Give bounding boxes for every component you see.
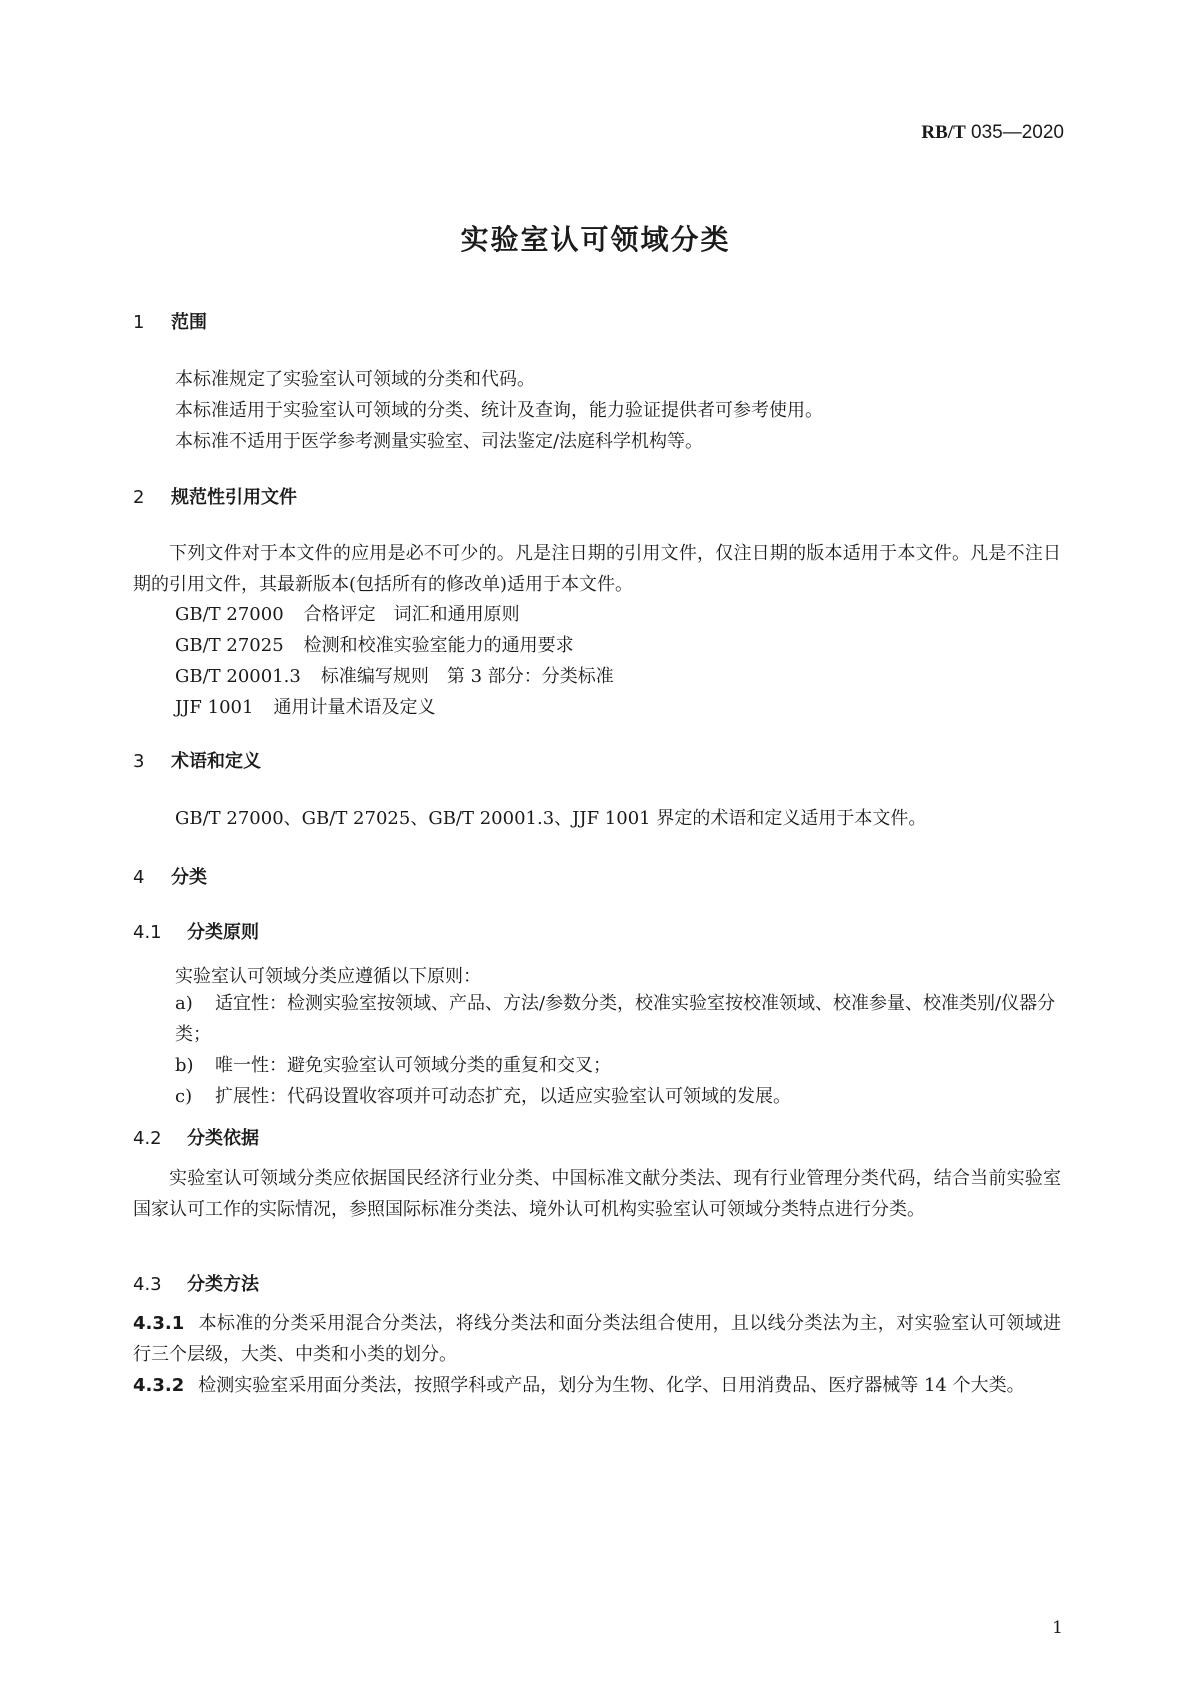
paragraph: 实验室认可领域分类应遵循以下原则： xyxy=(175,966,481,987)
section-title: 术语和定义 xyxy=(171,751,261,772)
section-title: 范围 xyxy=(171,312,207,333)
subsection-title: 分类方法 xyxy=(187,1274,259,1295)
list-text: 扩展性：代码设置收容项并可动态扩充，以适应实验室认可领域的发展。 xyxy=(215,1086,791,1107)
doc-code-prefix: RB/T xyxy=(921,122,966,143)
subsection-4-3-heading xyxy=(133,1270,259,1296)
subsection-title: 分类原则 xyxy=(187,922,259,943)
section-2-heading xyxy=(133,483,297,509)
list-item xyxy=(175,1050,1061,1081)
list-label: c) xyxy=(175,1086,193,1107)
subsection-4-2-heading xyxy=(133,1124,259,1150)
reference-code: JJF 1001 xyxy=(175,697,254,718)
list-item xyxy=(175,988,1061,1050)
paragraph: 本标准不适用于医学参考测量实验室、司法鉴定/法庭科学机构等。 xyxy=(175,431,704,452)
section-number: 1 xyxy=(133,312,145,333)
list-label: b) xyxy=(175,1055,194,1076)
paragraph: 下列文件对于本文件的应用是必不可少的。凡是注日期的引用文件，仅注日期的版本适用于本文件。凡是不注日期的引用文件，其最新版本(包括所有的修改单)适用于本文件。 xyxy=(133,543,1061,595)
clause-number: 4.3.1 xyxy=(133,1313,185,1334)
subsection-number: 4.3 xyxy=(133,1274,162,1295)
clause-text: 本标准的分类采用混合分类法，将线分类法和面分类法组合使用，且以线分类法为主，对实验室认可领域进行三个层级，大类、中类和小类的划分。 xyxy=(133,1313,1061,1365)
section-number: 4 xyxy=(133,867,145,888)
reference-title: 合格评定 词汇和通用原则 xyxy=(303,604,520,625)
document-title: 实验室认可领域分类 xyxy=(460,223,731,256)
section-number: 2 xyxy=(133,487,145,508)
subsection-number: 4.1 xyxy=(133,922,162,943)
list-text: 适宜性：检测实验室按领域、产品、方法/参数分类，校准实验室按校准领域、校准参量、校准类别/仪器分类； xyxy=(175,993,1056,1045)
doc-code-number: 035—2020 xyxy=(971,122,1064,143)
reference-item xyxy=(175,693,435,719)
reference-item xyxy=(175,631,574,657)
reference-item xyxy=(175,600,520,626)
paragraph: 本标准规定了实验室认可领域的分类和代码。 xyxy=(175,369,535,390)
section-number: 3 xyxy=(133,751,145,772)
document-code xyxy=(921,122,1064,144)
reference-title: 检测和校准实验室能力的通用要求 xyxy=(303,635,574,656)
subsection-number: 4.2 xyxy=(133,1128,162,1149)
paragraph: GB/T 27000、GB/T 27025、GB/T 20001.3、JJF 1001 界定的术语和定义适用于本文件。 xyxy=(175,808,927,829)
section-title: 分类 xyxy=(171,867,207,888)
reference-code: GB/T 27000 xyxy=(175,604,284,625)
reference-code: GB/T 27025 xyxy=(175,635,284,656)
section-title: 规范性引用文件 xyxy=(171,487,297,508)
clause xyxy=(133,1370,1061,1401)
reference-item xyxy=(175,662,614,688)
reference-title: 标准编写规则 第 3 部分：分类标准 xyxy=(320,666,614,687)
reference-title: 通用计量术语及定义 xyxy=(273,697,436,718)
clause-text: 检测实验室采用面分类法，按照学科或产品，划分为生物、化学、日用消费品、医疗器械等 14 个大类。 xyxy=(198,1375,1025,1396)
reference-code: GB/T 20001.3 xyxy=(175,666,301,687)
clause-number: 4.3.2 xyxy=(133,1375,185,1396)
section-4-heading xyxy=(133,863,207,889)
list-item xyxy=(175,1081,1061,1112)
subsection-4-1-heading xyxy=(133,918,259,944)
section-1-heading xyxy=(133,308,207,334)
subsection-title: 分类依据 xyxy=(187,1128,259,1149)
page-number: 1 xyxy=(1052,1618,1063,1638)
paragraph: 实验室认可领域分类应依据国民经济行业分类、中国标准文献分类法、现有行业管理分类代码，结合当前实验室国家认可工作的实际情况，参照国际标准分类法、境外认可机构实验室认可领域分类特点进行分类。 xyxy=(133,1168,1061,1220)
clause xyxy=(133,1308,1061,1370)
list-label: a) xyxy=(175,993,193,1014)
paragraph: 本标准适用于实验室认可领域的分类、统计及查询，能力验证提供者可参考使用。 xyxy=(175,400,823,421)
section-3-heading xyxy=(133,747,261,773)
list-text: 唯一性：避免实验室认可领域分类的重复和交叉； xyxy=(215,1055,611,1076)
